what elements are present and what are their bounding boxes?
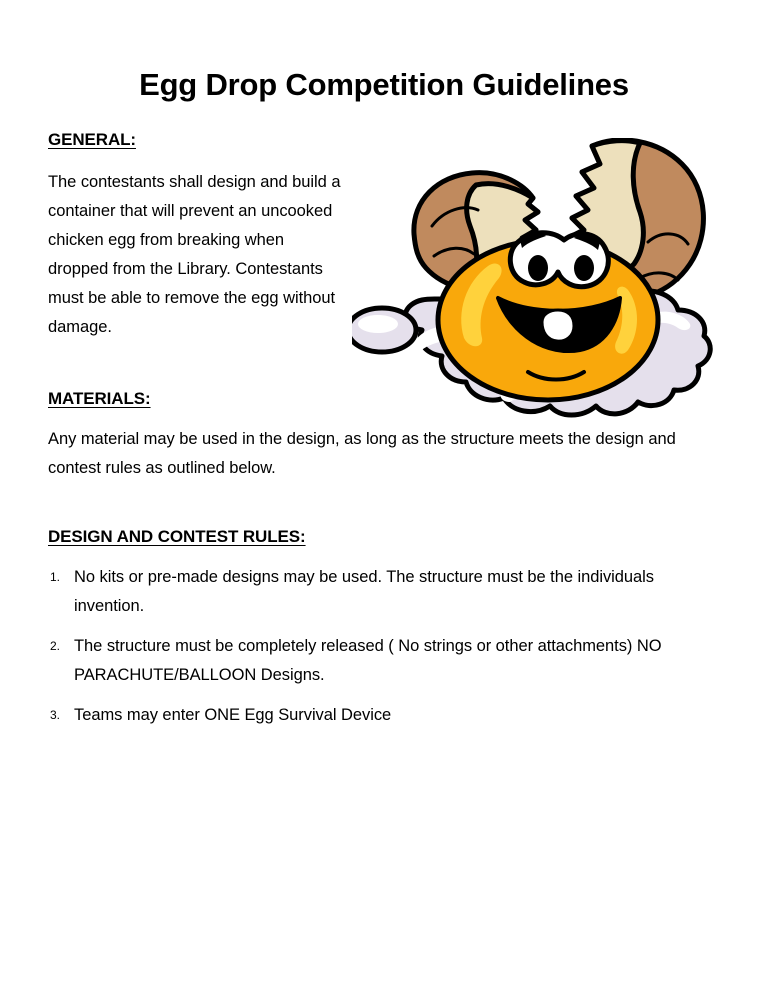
section-body-general: The contestants shall design and build a container that will prevent an uncooked chicken egg from breaking when dropped from the Library. Contestants must be able to remove the egg without damage. [48,173,341,336]
section-heading-general: GENERAL: [48,130,136,149]
egg-white-droplet-highlight [358,315,398,333]
cracked-egg-illustration [352,138,720,423]
list-item [48,701,720,730]
list-item-text: The structure must be completely released ( No strings or other attachments) NO PARACHUTE/BALLOON Designs. [74,637,662,684]
tooth [542,310,574,341]
list-item [48,632,720,690]
pupil-right [574,255,594,281]
rules-list [48,563,720,741]
list-item [48,563,720,621]
list-item-number: 3. [50,708,61,722]
list-item-text: Teams may enter ONE Egg Survival Device [74,706,392,724]
list-item-number: 2. [50,639,61,653]
list-item-text: No kits or pre-made designs may be used. The structure must be the individuals invention. [74,568,654,615]
section-body-materials: Any material may be used in the design, as long as the structure meets the design and contest rules as outlined below. [48,430,676,477]
section-heading-materials: MATERIALS: [48,389,151,408]
page-title: Egg Drop Competition Guidelines [139,67,629,102]
pupil-left [528,255,548,281]
list-item-number: 1. [50,570,61,584]
section-heading-design-contest-rules: DESIGN AND CONTEST RULES: [48,527,306,546]
